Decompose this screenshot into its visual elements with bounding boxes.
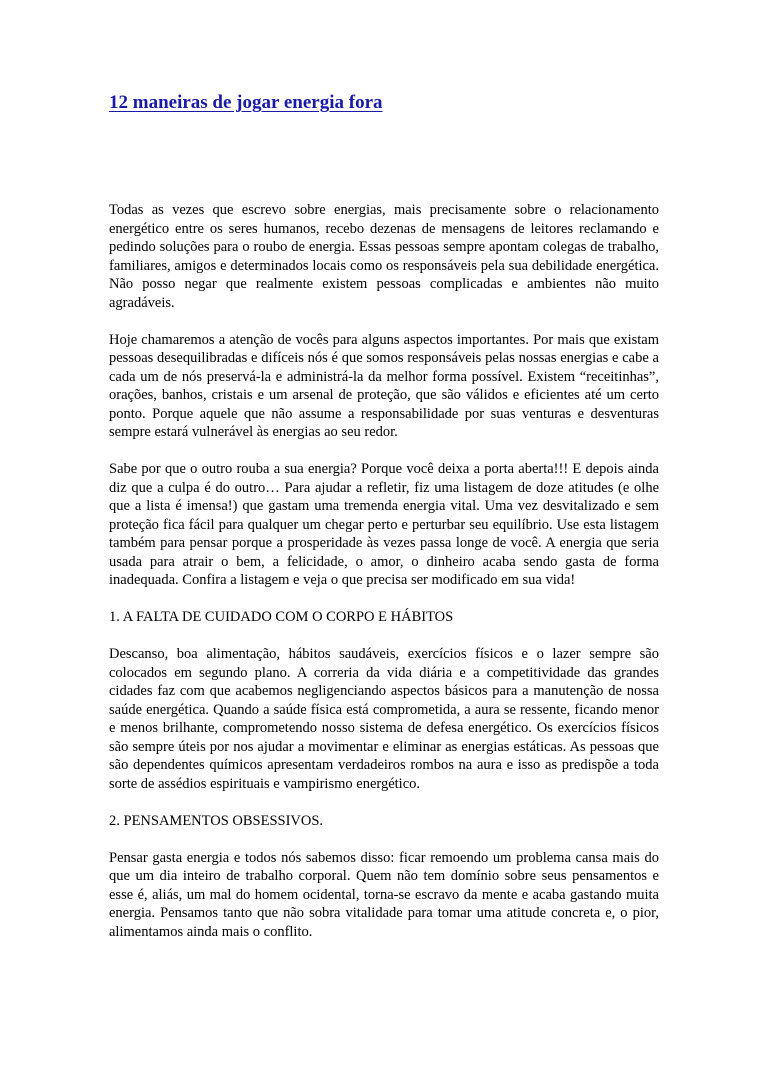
document-body [109,201,659,960]
paragraph-body-care: Descanso, boa alimentação, hábitos saudáveis, exercícios físicos e o lazer sempre são colocados em segundo plano. A correria da vida diária e a competitividade das grandes cidades faz com que acabemos negligenciando aspectos básicos para a manutenção de nossa saúde energética. Quando a saúde física está comprometida, a aura se ressente, ficando menor e menos brilhante, comprometendo nosso sistema de defesa energético. Os exercícios físicos são sempre úteis por nos ajudar a movimentar e eliminar as energias estáticas. As pessoas que são dependentes químicos apresentam verdadeiros rombos na aura e isso as predispõe a toda sorte de assédios espirituais e vampirismo energético. [109,646,659,792]
paragraph-intro: Todas as vezes que escrevo sobre energias, mais precisamente sobre o relacionamento energético entre os seres humanos, recebo dezenas de mensagens de leitores reclamando e pedindo soluções para o roubo de energia. Essas pessoas sempre apontam colegas de trabalho, familiares, amigos e determinados locais como os responsáveis pela sua debilidade energética. Não posso negar que realmente existem pessoas complicadas e ambientes não muito agradáveis. [109,202,659,311]
document-title[interactable]: 12 maneiras de jogar energia fora [109,92,383,113]
paragraph-obsessive-thoughts: Pensar gasta energia e todos nós sabemos disso: ficar remoendo um problema cansa mais do que um dia inteiro de trabalho corporal. Quem não tem domínio sobre seus pensamentos e esse é, aliás, um mal do homem ocidental, torna-se escravo da mente e acaba gastando muita energia. Pensamos tanto que não sobra vitalidade para tomar uma atitude concreta e, o pior, alimentamos ainda mais o conflito. [109,849,659,940]
paragraph-responsibility: Hoje chamaremos a atenção de vocês para alguns aspectos importantes. Por mais que existam pessoas desequilibradas e difíceis nós é que somos responsáveis pelas nossas energias e cabe a cada um de nós preservá-la e administrá-la da melhor forma possível. Existem “receitinhas”, orações, banhos, cristais e um arsenal de proteção, que são válidos e eficientes até um certo ponto. Porque aquele que não assume a responsabilidade por suas venturas e desventuras sempre estará vulnerável às energias ao seu redor. [109,331,659,440]
section-heading-2: 2. PENSAMENTOS OBSESSIVOS. [109,812,324,829]
paragraph-open-door: Sabe por que o outro rouba a sua energia? Porque você deixa a porta aberta!!! E depois ainda diz que a culpa é do outro… Para ajudar a refletir, fiz uma listagem de doze atitudes (e olhe que a lista é imensa!) que gastam uma tremenda energia vital. Uma vez desvitalizado e sem proteção fica fácil para qualquer um chegar perto e perturbar seu equilíbrio. Use esta listagem também para pensar porque a prosperidade às vezes passa longe de você. A energia que seria usada para atrair o bem, a felicidade, o amor, o dinheiro acaba sendo gasta de forma inadequada. Confira a listagem e veja o que precisa ser modificado em sua vida! [109,461,659,588]
section-heading-1: 1. A FALTA DE CUIDADO COM O CORPO E HÁBITOS [109,609,454,625]
